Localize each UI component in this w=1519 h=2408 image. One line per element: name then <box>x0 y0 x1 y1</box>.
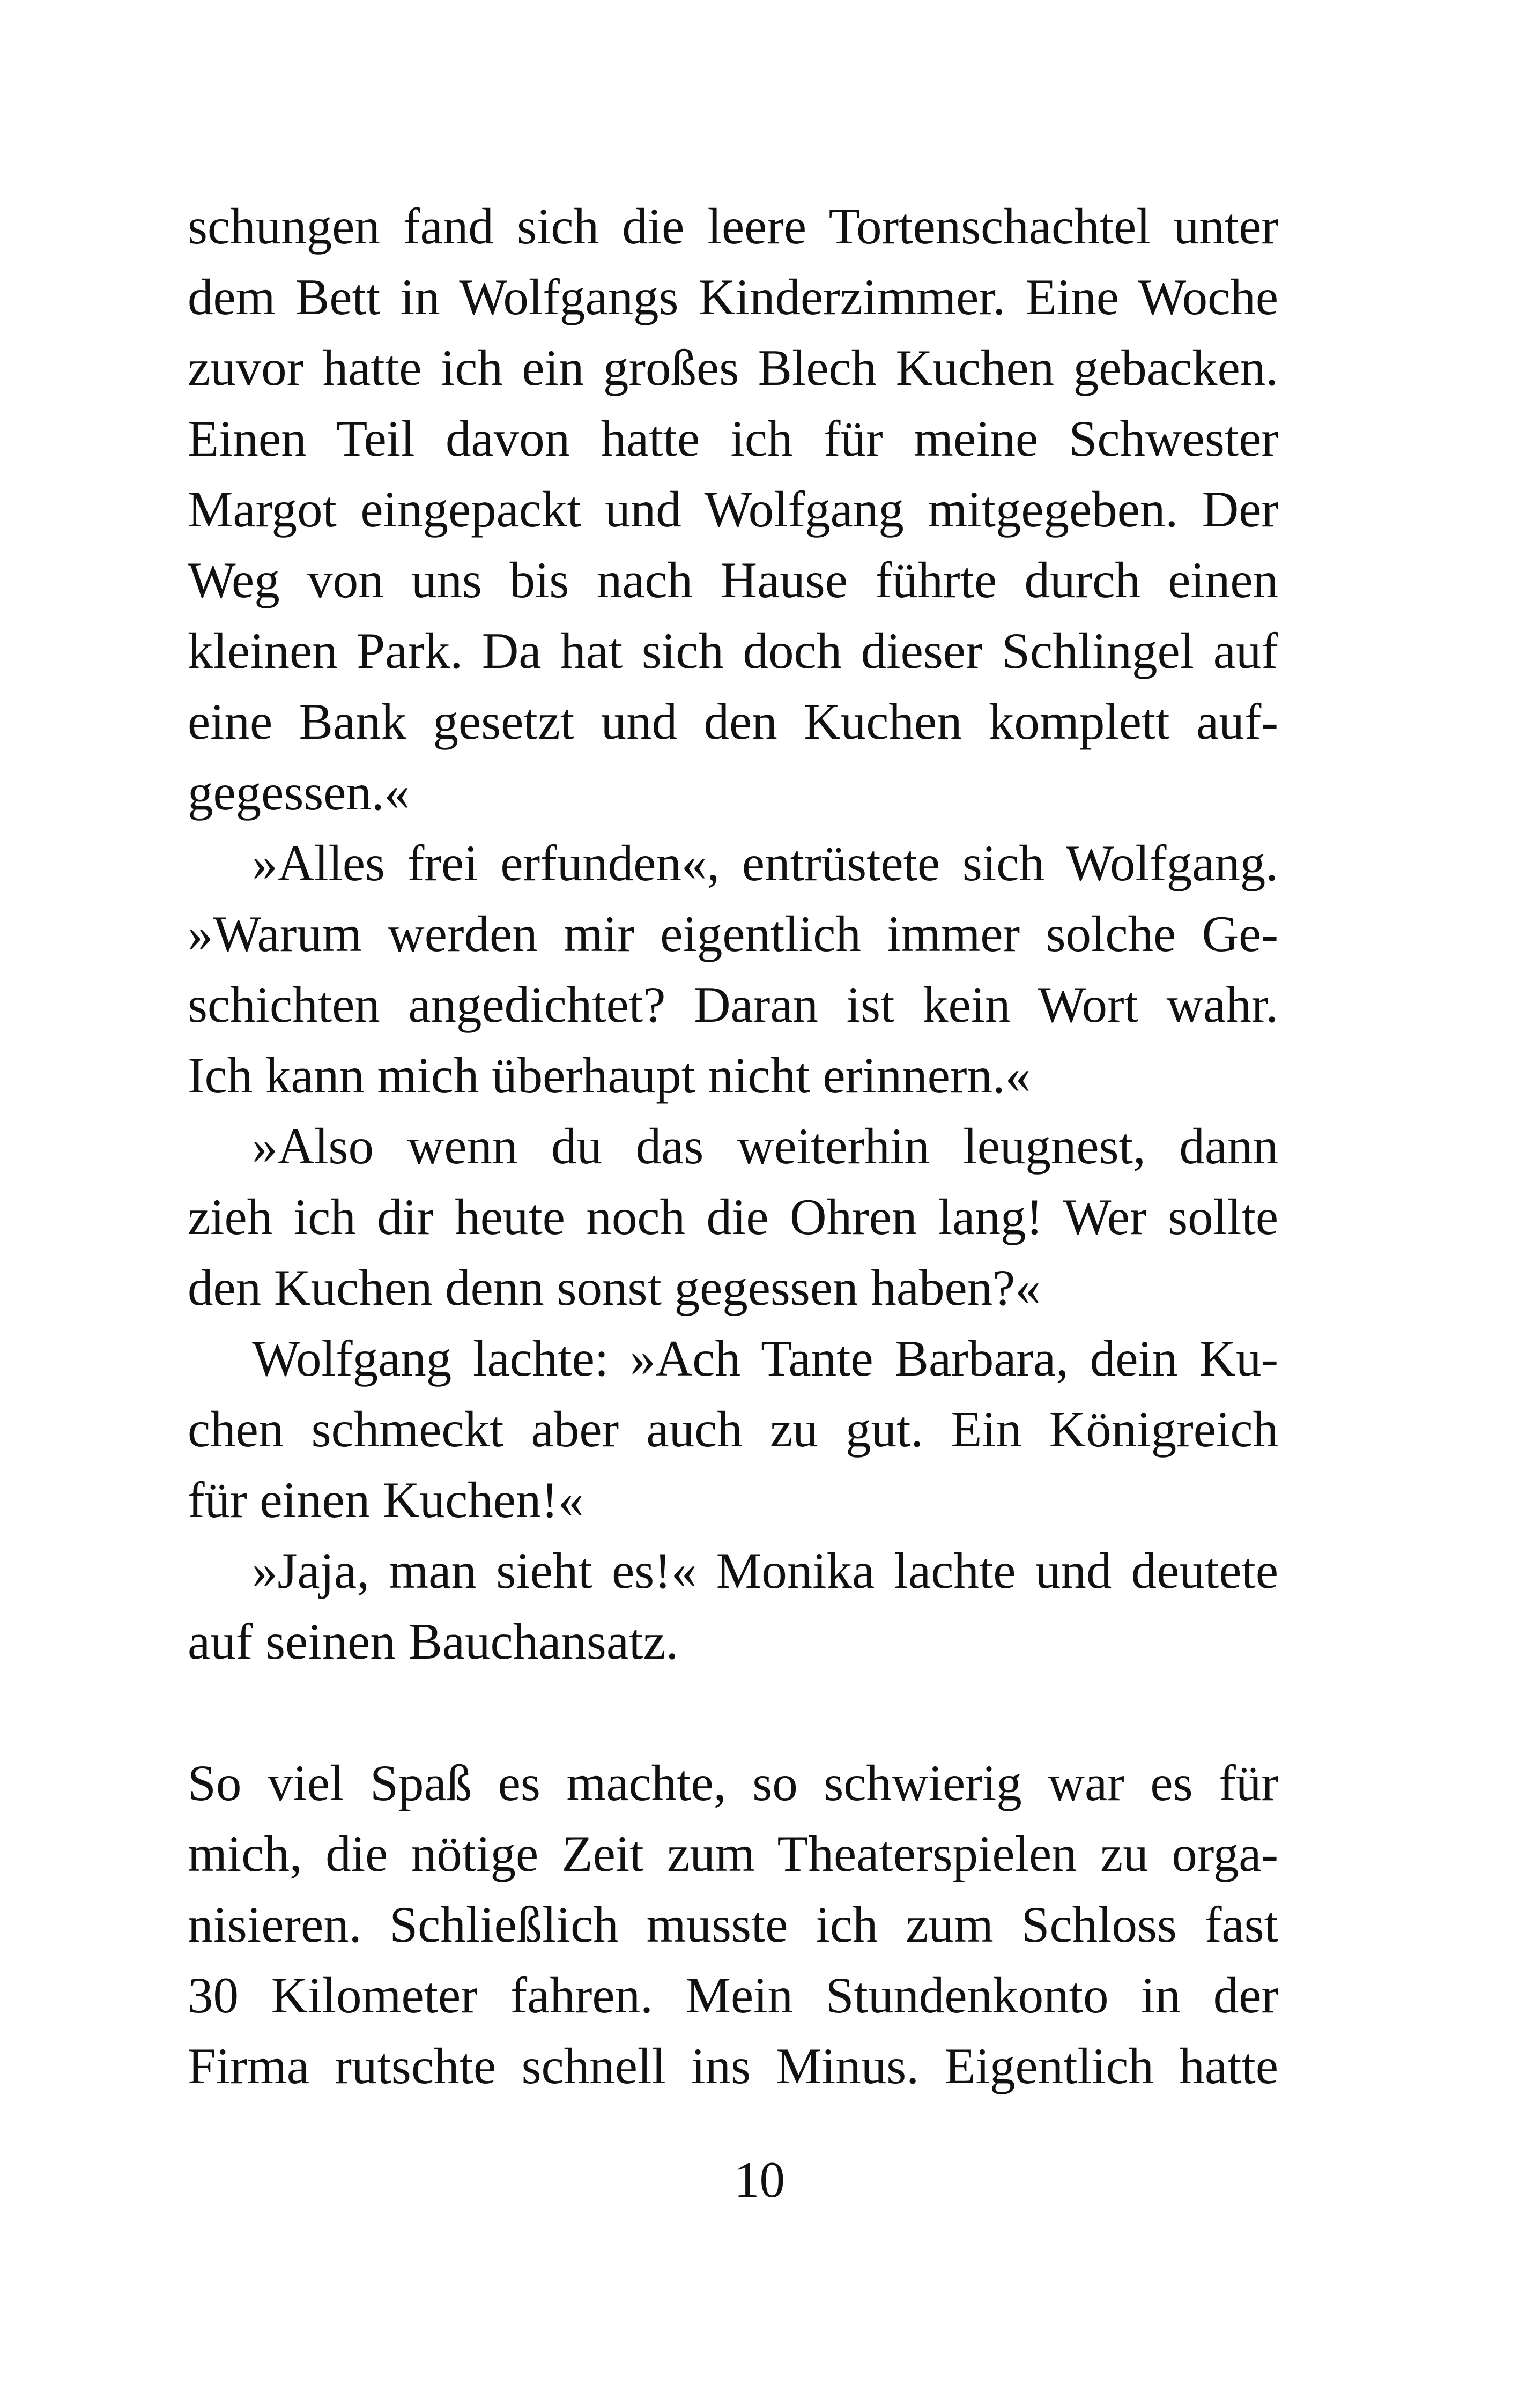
text-line: auf seinen Bauchansatz. <box>188 1613 679 1670</box>
text-line: 30 Kilometer fahren. Mein Stundenkonto in der <box>188 1967 1278 2024</box>
text-line: »Jaja, man sieht es!« Monika lachte und deutete <box>252 1542 1278 1599</box>
text-line: mich, die nötige Zeit zum Theaterspielen zu orga- <box>188 1825 1278 1882</box>
text-line: kleinen Park. Da hat sich doch dieser Schlingel auf <box>188 622 1278 679</box>
text-line: »Also wenn du das weiterhin leugnest, dann <box>252 1118 1278 1175</box>
text-line: Einen Teil davon hatte ich für meine Schwester <box>188 410 1278 467</box>
text-line: Wolfgang lachte: »Ach Tante Barbara, dein Ku- <box>252 1330 1278 1387</box>
paragraph-barbara-reply <box>188 1111 1278 1323</box>
text-line: schichten angedichtet? Daran ist kein Wort wahr. <box>188 976 1278 1033</box>
text-line: Weg von uns bis nach Hause führte durch einen <box>188 552 1278 608</box>
paragraph-cake-story <box>188 191 1278 828</box>
section-break <box>188 1677 1278 1748</box>
text-line: Margot eingepackt und Wolfgang mitgegeben. Der <box>188 481 1278 538</box>
page-number: 10 <box>734 2151 785 2208</box>
text-line: Firma rutschte schnell ins Minus. Eigentlich hatte <box>188 2038 1278 2094</box>
text-line: chen schmeckt aber auch zu gut. Ein Königreich <box>188 1401 1278 1458</box>
text-line: den Kuchen denn sonst gegessen haben?« <box>188 1259 1041 1316</box>
text-line: »Warum werden mir eigentlich immer solche Ge- <box>188 905 1278 962</box>
text-line: zuvor hatte ich ein großes Blech Kuchen gebacken. <box>188 339 1278 396</box>
text-line: So viel Spaß es machte, so schwierig war es für <box>188 1755 1278 1811</box>
text-line: Ich kann mich überhaupt nicht erinnern.« <box>188 1047 1031 1104</box>
text-line: eine Bank gesetzt und den Kuchen komplett auf- <box>188 693 1278 750</box>
text-line: nisieren. Schließlich musste ich zum Schloss fast <box>188 1896 1278 1953</box>
text-line: zieh ich dir heute noch die Ohren lang! Wer sollte <box>188 1188 1278 1245</box>
text-line: »Alles frei erfunden«, entrüstete sich Wolfgang. <box>252 835 1278 891</box>
paragraph-wolfgang-denies <box>188 828 1278 1111</box>
text-line: dem Bett in Wolfgangs Kinderzimmer. Eine Woche <box>188 269 1278 325</box>
paragraph-theater-time <box>188 1748 1278 2101</box>
text-line: gegessen.« <box>188 764 410 821</box>
text-line: schungen fand sich die leere Tortenschachtel unter <box>188 198 1278 255</box>
paragraph-monika-laughs <box>188 1535 1278 1677</box>
paragraph-wolfgang-laughs <box>188 1323 1278 1535</box>
book-page-text <box>188 191 1278 2101</box>
text-line: für einen Kuchen!« <box>188 1471 584 1528</box>
